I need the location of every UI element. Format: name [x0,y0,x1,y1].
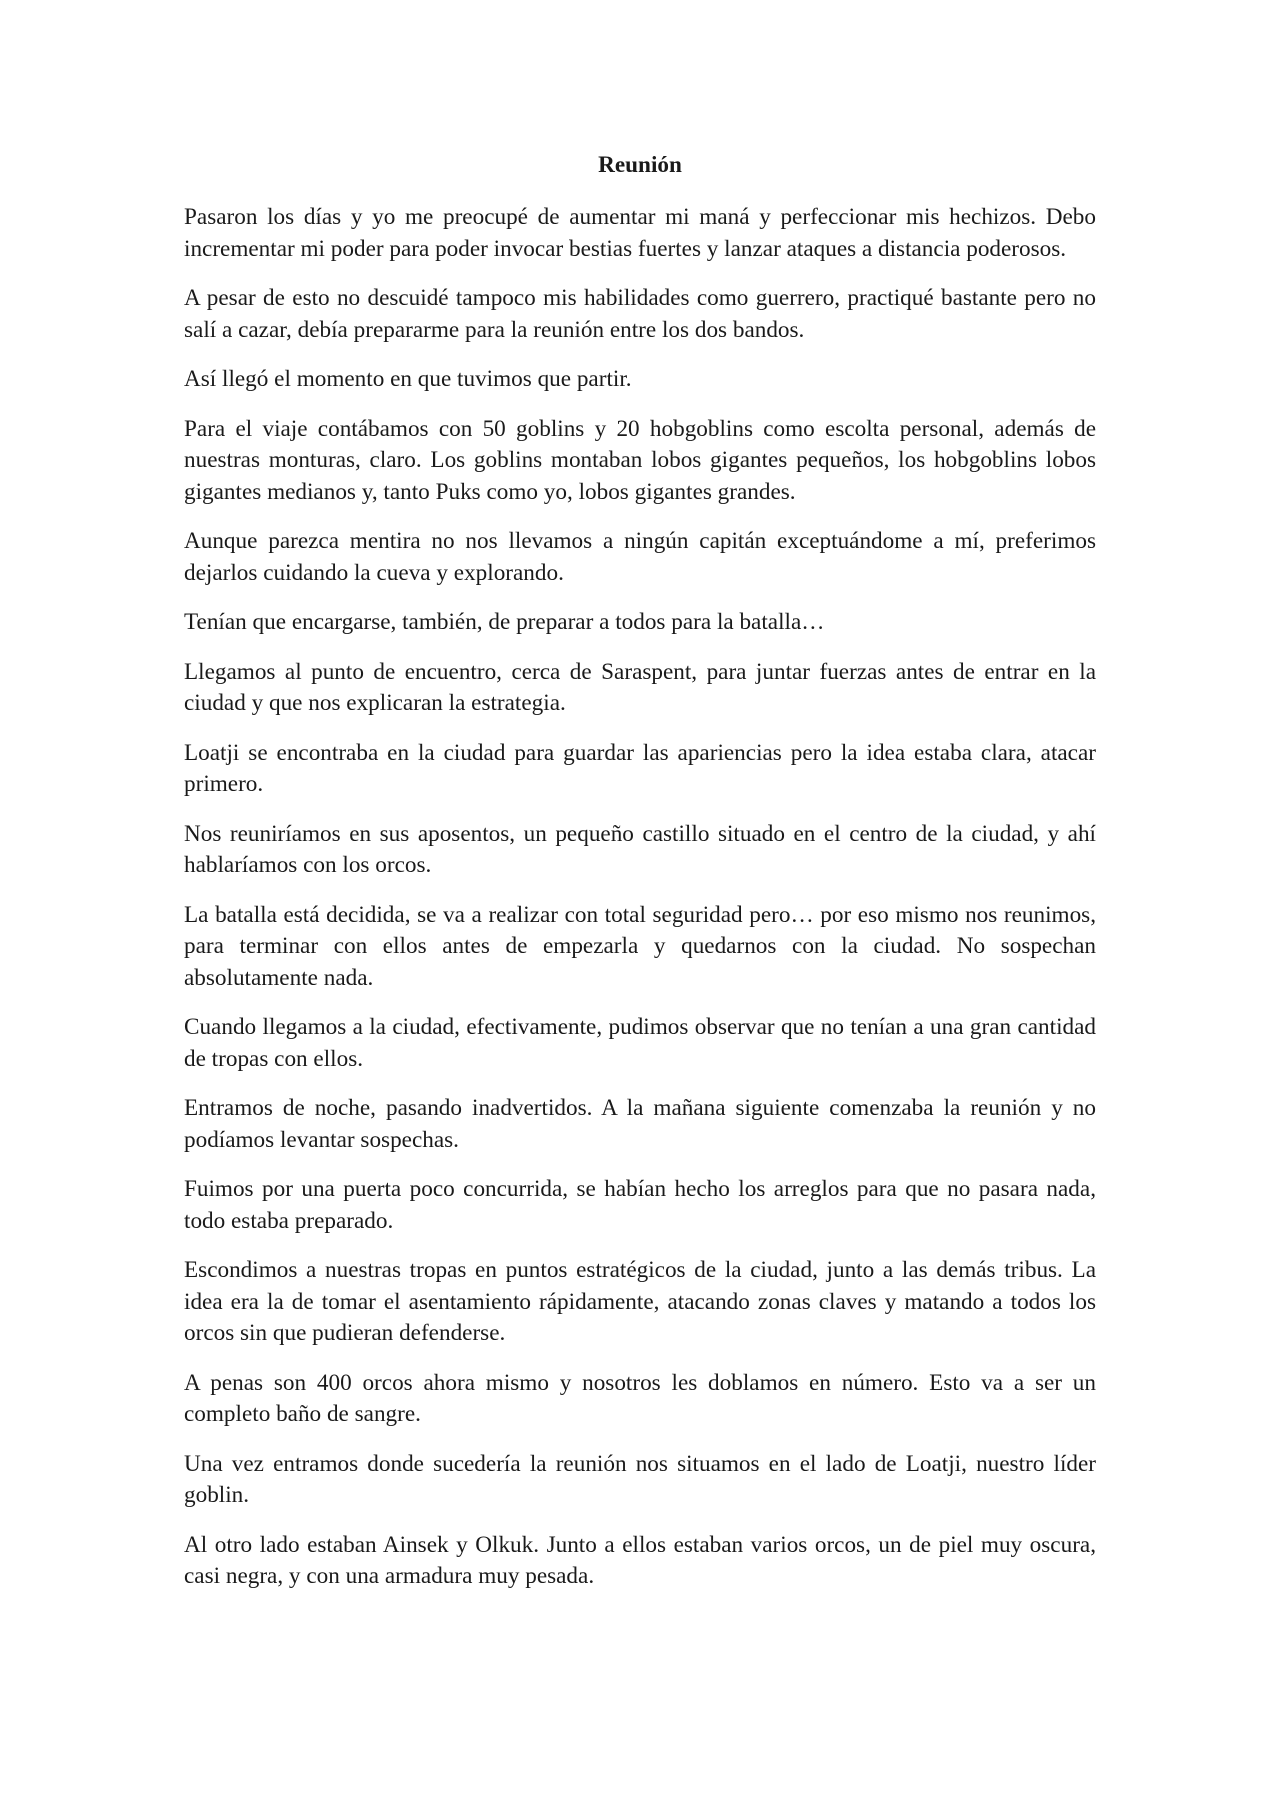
document-body [184,148,1096,1611]
paragraph-11: Cuando llegamos a la ciudad, efectivamente, pudimos observar que no tenían a una gran cantidad de tropas con ellos. [184,1014,1096,1072]
paragraph-9: Nos reuniríamos en sus aposentos, un pequeño castillo situado en el centro de la ciudad, y ahí hablaríamos con los orcos. [184,820,1096,878]
paragraph-15: A penas son 400 orcos ahora mismo y nosotros les doblamos en número. Esto va a ser un completo baño de sangre. [184,1369,1096,1427]
chapter-title: Reunión [598,152,682,178]
paragraph-3: Así llegó el momento en que tuvimos que partir. [184,366,632,392]
paragraph-4: Para el viaje contábamos con 50 goblins y 20 hobgoblins como escolta personal, además de nuestras monturas, claro. Los goblins montaban lobos gigantes pequeños, los hobgoblins lobos gigantes medianos y, tanto Puks como yo, lobos gigantes grandes. [184,415,1096,505]
paragraph-7: Llegamos al punto de encuentro, cerca de Saraspent, para juntar fuerzas antes de entrar en la ciudad y que nos explicaran la estrategia. [184,658,1096,716]
paragraph-10: La batalla está decidida, se va a realizar con total seguridad pero… por eso mismo nos reunimos, para terminar con ellos antes de empezarla y quedarnos con la ciudad. No sospechan absolutamente nada. [184,901,1096,991]
paragraph-13: Fuimos por una puerta poco concurrida, se habían hecho los arreglos para que no pasara nada, todo estaba preparado. [184,1176,1096,1234]
paragraph-16: Una vez entramos donde sucedería la reunión nos situamos en el lado de Loatji, nuestro líder goblin. [184,1450,1096,1508]
paragraph-6: Tenían que encargarse, también, de preparar a todos para la batalla… [184,609,825,635]
paragraph-5: Aunque parezca mentira no nos llevamos a ningún capitán exceptuándome a mí, preferimos dejarlos cuidando la cueva y explorando. [184,528,1096,586]
paragraph-1: Pasaron los días y yo me preocupé de aumentar mi maná y perfeccionar mis hechizos. Debo incrementar mi poder para poder invocar bestias fuertes y lanzar ataques a distancia poderosos. [184,204,1096,262]
paragraph-8: Loatji se encontraba en la ciudad para guardar las apariencias pero la idea estaba clara, atacar primero. [184,739,1096,797]
paragraph-14: Escondimos a nuestras tropas en puntos estratégicos de la ciudad, junto a las demás tribus. La idea era la de tomar el asentamiento rápidamente, atacando zonas claves y matando a todos los orcos sin que pudieran defenderse. [184,1257,1096,1346]
paragraph-17: Al otro lado estaban Ainsek y Olkuk. Junto a ellos estaban varios orcos, un de piel muy oscura, casi negra, y con una armadura muy pesada. [184,1531,1096,1589]
paragraph-2: A pesar de esto no descuidé tampoco mis habilidades como guerrero, practiqué bastante pero no salí a cazar, debía prepararme para la reunión entre los dos bandos. [184,285,1096,343]
paragraph-12: Entramos de noche, pasando inadvertidos. A la mañana siguiente comenzaba la reunión y no podíamos levantar sospechas. [184,1095,1096,1153]
